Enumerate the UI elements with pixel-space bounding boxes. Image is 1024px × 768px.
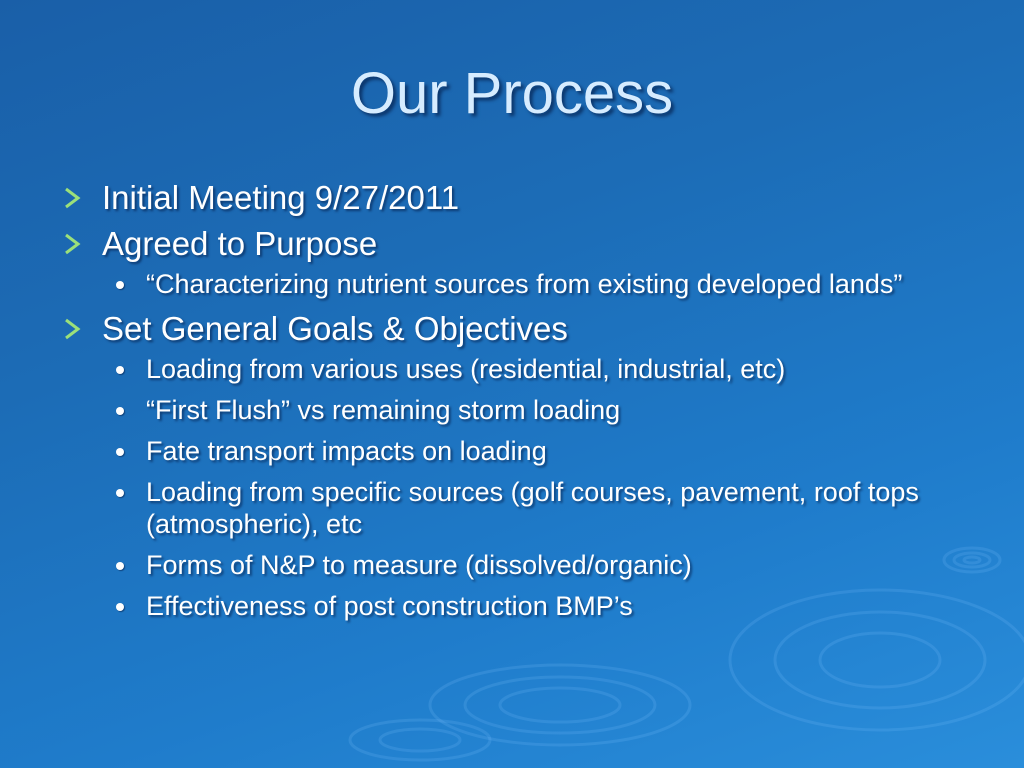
sub-bullet-text: Loading from specific sources (golf courses, pavement, roof tops (atmospheric), etc: [146, 477, 919, 539]
bullet-item: [60, 178, 980, 218]
bullet-text: Initial Meeting 9/27/2011: [102, 179, 460, 216]
bullet-item: [60, 309, 980, 349]
arrow-bullet-icon: [60, 186, 84, 210]
sub-bullet-item: [102, 549, 980, 581]
bullet-list: [60, 178, 980, 631]
sub-bullet-item: [102, 476, 980, 540]
sub-bullet-item: [102, 435, 980, 467]
sub-bullet-text: Loading from various uses (residential, industrial, etc): [146, 354, 786, 384]
dot-bullet-icon: [116, 562, 124, 570]
dot-bullet-icon: [116, 489, 124, 497]
dot-bullet-icon: [116, 281, 124, 289]
sub-bullet-text: “First Flush” vs remaining storm loading: [146, 395, 621, 425]
sub-bullet-item: [102, 394, 980, 426]
sub-bullet-text: Fate transport impacts on loading: [146, 436, 547, 466]
bullet-text: Set General Goals & Objectives: [102, 310, 568, 347]
dot-bullet-icon: [116, 366, 124, 374]
sub-bullet-text: “Characterizing nutrient sources from existing developed lands”: [146, 269, 903, 299]
sub-bullet-item: [102, 590, 980, 622]
dot-bullet-icon: [116, 448, 124, 456]
sub-bullet-text: Forms of N&P to measure (dissolved/organic): [146, 550, 692, 580]
bullet-item: [60, 224, 980, 264]
arrow-bullet-icon: [60, 232, 84, 256]
sub-bullet-text: Effectiveness of post construction BMP’s: [146, 591, 633, 621]
bullet-text: Agreed to Purpose: [102, 225, 378, 262]
sub-bullet-item: [102, 353, 980, 385]
arrow-bullet-icon: [60, 317, 84, 341]
dot-bullet-icon: [116, 603, 124, 611]
sub-bullet-item: [102, 268, 980, 300]
slide-title: Our Process: [350, 61, 674, 126]
dot-bullet-icon: [116, 407, 124, 415]
